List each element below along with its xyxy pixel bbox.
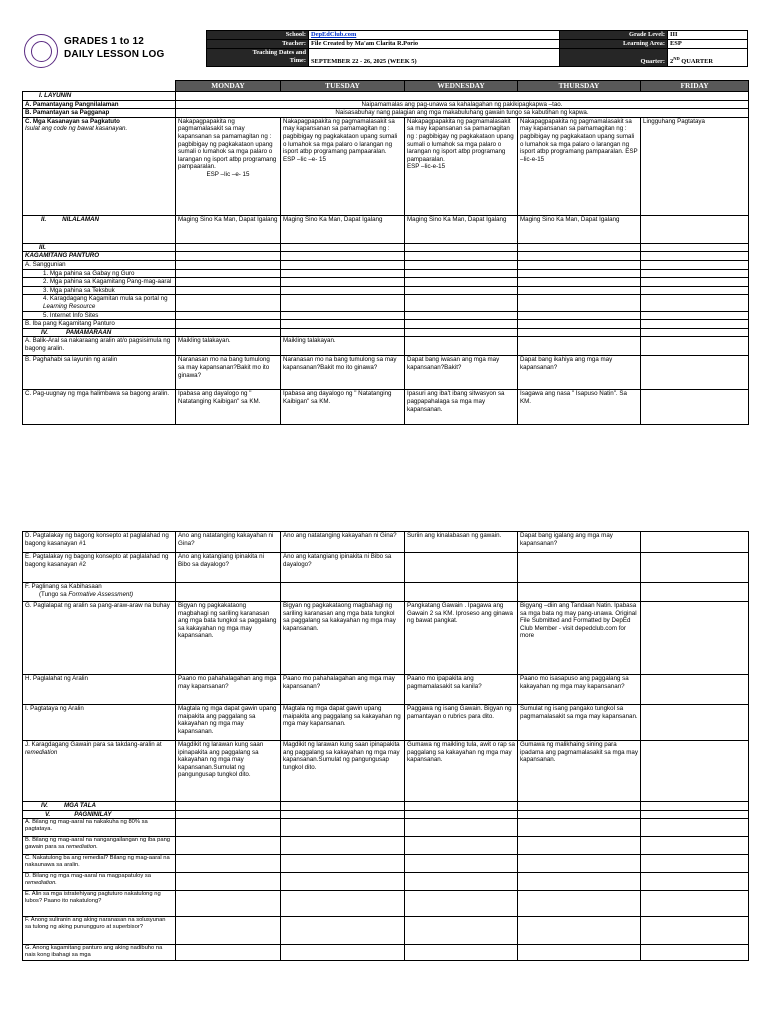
pamamaraan-title: PAMAMARAAN [66, 328, 112, 336]
kasanayan-tuesday [281, 117, 405, 215]
paglalahat-thursday: Paano mo isasapuso ang paggalang sa kakayahan ng mga may kapansanan? [518, 675, 641, 705]
teksbuk-label: 3. Mga pahina sa Teksbuk [23, 286, 176, 295]
paghahabi-thursday: Dapat bang ikahiya ang mga may kapansanan? [518, 356, 641, 390]
dates-label-line2: Time: [289, 57, 306, 64]
paglalapat-monday: Bigyan ng pagkakataong magbahagi ng sariling karanasan ang mga bata tungkol sa paggalang sa kakayahan ng mga may kapansanan. [176, 602, 281, 675]
nilalaman-monday: Maging Sino Ka Man, Dapat Igalang [176, 215, 281, 243]
pagninilay-b-text: B. Bilang ng mag-aaral na nangangailangan ng iba pang gawain para sa [25, 837, 171, 851]
paghahabi-wednesday: Dapat bang iwasan ang mga may kapansanan?Bakit? [405, 356, 518, 390]
pag-uugnay-thursday: Isagawa ang nasa " Isapuso Natin". Sa KM. [518, 390, 641, 425]
mga-tala-num: IV. [41, 802, 48, 809]
kagamitan-heading: KAGAMITANG PANTURO [23, 252, 176, 261]
nilalaman-wednesday: Maging Sino Ka Man, Dapat Igalang [405, 215, 518, 243]
kasanayan-monday-text: Nakapagpapakita ng pagmamalasakit sa may kapansanan sa pamamagitan ng : pagbibigay ng pagkakataon upang sumali o lumahok sa mga palaro o larangan ng isport atbp programang pampaaralan. [178, 117, 277, 171]
kasanayan-thursday: Nakapagpapakita ng pagmamalasakit sa may kapansanan sa pamamagitan ng : pagbibigay ng pagkakataon upang sumali o lumahok sa mga palaro o larangan ng isport atbp programang pampaaralan. ESP –Iic-e-15 [518, 117, 641, 215]
takdang-aralin-text: J. Karagdagang Gawain para sa takdang-aralin at [25, 741, 162, 748]
paglalahat-monday: Paano mo pahahalagahan ang mga may kapansanan? [176, 675, 281, 705]
teacher-label: Teacher: [207, 40, 309, 49]
pagtataya-monday: Magtala ng mga dapat gawin upang maipakita ang paggalang sa kakayahan ng mga may kapansanan. [176, 705, 281, 741]
takdang-aralin-monday: Magdikit ng larawan kung saan ipinapakita ang paggalang sa kakayahan ng mga may kapansanan.Sumulat ng pangungusap tungkol dito. [176, 741, 281, 802]
pagtataya-wednesday: Paggawa ng isang Gawain. Bigyan ng pamantayan o rubrics para dito. [405, 705, 518, 741]
grade-label: Grade Level: [560, 31, 668, 40]
paglalapat-tuesday: Bigyan ng pagkakataong magbahagi ng sariling karanasan ang mga bata tungkol sa paggalang sa kakayahan ng mga may kapansanan. [281, 602, 405, 675]
pagninilay-b-label [23, 837, 176, 855]
pagtataya-tuesday: Magtala ng mga dapat gawin upang maipakita ang paggalang sa kakayahan ng mga may kapansanan. [281, 705, 405, 741]
pag-uugnay-label: C. Pag-uugnay ng mga halimbawa sa bagong aralin. [23, 390, 176, 425]
nilalaman-friday [641, 215, 749, 243]
paglalahat-wednesday: Paano mo ipapakita ang pagmamalasakit sa kanila? [405, 675, 518, 705]
pagninilay-g-label: G. Anong kagamitang panturo ang aking nadibuho na nais kong ibahagi sa mga [23, 945, 176, 961]
takdang-aralin-label [23, 741, 176, 802]
kasanayan-wednesday [405, 117, 518, 215]
learning-resource-italic: Learning Resource [43, 302, 96, 310]
school-label: School: [207, 31, 309, 40]
pamantayang-pangnilalaman-label: A. Pamantayang Pangnilalaman [23, 100, 176, 109]
quarter-sup: ND [673, 55, 680, 61]
day-wednesday: WEDNESDAY [405, 81, 518, 92]
pagninilay-b-italic: remediation. [65, 844, 98, 851]
lesson-log-table-page1 [22, 80, 749, 425]
pagninilay-d-text: D. Bilang ng mga mag-aaral na magpapatuloy sa [25, 873, 151, 880]
pagtalakay-2-label: E. Pagtalakay ng bagong konsepto at paglalahad ng bagong kasanayan #2 [23, 553, 176, 583]
kasanayan-tuesday-text: Nakapagpapakita ng pagmamalasakit sa may kapansanan sa pamamagitan ng : pagbibigay ng pagkakataon upang sumali o lumahok sa mga palaro o larangan ng isport atbp programang pampaaralan. [283, 117, 398, 156]
pagtalakay-2-tuesday: Ano ang katangiang ipinakita ni Bibo sa dayalogo? [281, 553, 405, 583]
area-value: ESP [668, 40, 748, 49]
form-title [64, 35, 164, 61]
sanggunian-label: A. Sanggunian [23, 260, 176, 269]
pagtalakay-1-wednesday: Suriin ang kinalabasan ng gawain. [405, 532, 518, 553]
pamantayan-pagganap-value: Naisasabuhay nang palagian ang mga makabuluhang gawain tungo sa kabutihan ng kapwa. [176, 109, 749, 118]
kasanayan-friday: Lingguhang Pagtataya [641, 117, 749, 215]
pagninilay-num: V. [45, 810, 51, 818]
kasanayan-label [23, 117, 176, 215]
balik-aral-monday: Maikling talakayan. [176, 337, 281, 356]
pamamaraan-heading [23, 328, 176, 337]
pagtalakay-2-monday: Ano ang katangiang ipinakita ni Bibo sa dayalogo? [176, 553, 281, 583]
pagtalakay-1-thursday: Dapat bang igalang ang mga may kapansanan? [518, 532, 641, 553]
internet-sites-label: 5. Internet Info Sites [23, 311, 176, 320]
paglalapat-wednesday: Pangkatang Gawain . Ipagawa ang Gawain 2 sa KM. Iproseso ang ginawa ng bawat pangkat. [405, 602, 518, 675]
kasanayan-monday-code: ESP –Iic –e- 15 [206, 170, 250, 178]
dates-label-line1: Teaching Dates and [252, 49, 306, 56]
pagtataya-label: I. Pagtataya ng Aralin [23, 705, 176, 741]
header-info-table [206, 30, 748, 67]
kasanayan-wednesday-text: Nakapagpapakita ng pagmamalasakit sa may kapansanan sa pamamagitan ng : pagbibigay ng pagkakataon upang sumali o lumahok sa mga palaro o larangan ng isport atbp programang pampaaralan. [407, 117, 514, 163]
takdang-aralin-wednesday: Gumawa ng maikling tula, awit o rap sa paggalang sa kakayahan ng mga may kapansanan. [405, 741, 518, 802]
pamantayan-pagganap-label: B. Pamantayan sa Pagganap [23, 109, 176, 118]
pagninilay-a-label: A. Bilang ng mag-aaral na nakakuha ng 80% sa pagtataya. [23, 819, 176, 837]
pamamaraan-num: IV. [41, 328, 48, 336]
pamantayang-pangnilalaman-value: Naipamamalas ang pag-unawa sa kahalagahan ng pakikipagkapwa –tao. [176, 100, 749, 109]
nilalaman-thursday: Maging Sino Ka Man, Dapat Igalang [518, 215, 641, 243]
layunin-heading: I. LAYUNIN [23, 92, 176, 101]
pagtalakay-1-label: D. Pagtalakay ng bagong konsepto at paglalahad ng bagong kasanayan #1 [23, 532, 176, 553]
mga-tala-heading [23, 802, 176, 811]
kasanayan-sub: Isulat ang code ng bawat kasanayan. [25, 125, 128, 133]
kabihasaan-label [23, 583, 176, 602]
day-header-row [23, 81, 749, 92]
dates-value: SEPTEMBER 22 - 26, 2025 (WEEK 5) [309, 49, 560, 67]
dates-label [207, 49, 309, 67]
pagninilay-heading [23, 810, 176, 819]
deped-seal-logo [24, 34, 58, 68]
teacher-value: File Created by Ma'am Clarita R.Porio [309, 40, 560, 49]
paghahabi-monday: Naranasan mo na bang tumulong sa may kapansanan?Bakit mo ito ginawa? [176, 356, 281, 390]
balik-aral-tuesday: Maikling talakayan. [281, 337, 405, 356]
learning-resource-text: 4. Karagdagang Kagamitan mula sa portal ng [43, 295, 168, 303]
quarter-num: 2 [670, 58, 674, 65]
paglalapat-thursday: Bigyang –diin ang Tandaan Natin. Ipabasa sa mga bata ng may pang-unawa. Original File Submitted and Formatted by DepEd Club Member - visit depedclub.com for more [518, 602, 641, 675]
area-label: Learning Area: [560, 40, 668, 49]
pagninilay-d-italic: remediation. [25, 880, 57, 887]
title-line-1: GRADES 1 to 12 [64, 36, 145, 47]
paglalahat-tuesday: Paano mo pahahalagahan ang mga may kapansanan? [281, 675, 405, 705]
learning-resource-label [23, 295, 176, 311]
kabihasaan-title: F. Paglinang sa Kabihasaan [25, 583, 102, 590]
kabihasaan-sub-italic: Formative Assessment) [68, 590, 134, 598]
gabay-guro-label: 1. Mga pahina sa Gabay ng Guro [23, 269, 176, 278]
lesson-log-table-page2 [22, 531, 749, 961]
pag-uugnay-tuesday: Ipabasa ang dayalogo ng " Natatanging Kaibigan" sa KM. [281, 390, 405, 425]
quarter-label: Quarter: [560, 49, 668, 67]
pag-uugnay-monday: Ipabasa ang dayalogo ng " Natatanging Kaibigan" sa KM. [176, 390, 281, 425]
day-friday: FRIDAY [641, 81, 749, 92]
kasanayan-monday [176, 117, 281, 215]
paghahabi-label: B. Paghahabi sa layunin ng aralin [23, 356, 176, 390]
kabihasaan-sub-text: (Tungo sa [39, 590, 69, 598]
quarter-text: QUARTER [679, 58, 714, 65]
quarter-value [668, 49, 748, 67]
day-monday: MONDAY [176, 81, 281, 92]
pagninilay-f-label: F. Anong suliranin ang aking naranasan na solusyunan sa tulong ng aking punungguro at superbisor? [23, 917, 176, 945]
nilalaman-title: NILALAMAN [62, 215, 99, 223]
balik-aral-label: A. Balik-Aral sa nakaraang aralin at/o pagsisimula ng bagong aralin. [23, 337, 176, 356]
paghahabi-tuesday: Naranasan mo na bang tumulong sa may kapansanan?Bakit mo ito ginawa? [281, 356, 405, 390]
pagninilay-d-label [23, 873, 176, 891]
paglalahat-label: H. Paglalahat ng Aralin [23, 675, 176, 705]
pagninilay-c-label: C. Nakatulong ba ang remedial? Bilang ng mag-aaral na nakaunawa sa aralin. [23, 855, 176, 873]
nilalaman-num: II. [41, 215, 47, 223]
takdang-aralin-italic: remediation [25, 748, 58, 756]
day-tuesday: TUESDAY [281, 81, 405, 92]
kasanayan-tuesday-code: ESP –Iic –e- 15 [283, 155, 326, 163]
pag-uugnay-wednesday: Ipasuri ang iba't ibang sitwasyon sa pagpapahalaga sa mga may kapansanan. [405, 390, 518, 425]
takdang-aralin-thursday: Gumawa ng malikhaing sining para ipadama ang pagmamalasakit sa mga may kapansanan. [518, 741, 641, 802]
kabihasaan-sub [25, 591, 173, 599]
pagtalakay-1-tuesday: Ano ang natatanging kakayahan ni Gina? [281, 532, 405, 553]
pagninilay-e-label: E. Alin sa mga istratehiyang pagtuturo nakatulong ng lubos? Paano ito nakatulong? [23, 891, 176, 917]
day-header-blank [23, 81, 176, 92]
school-link[interactable]: DepEdClub.com [309, 31, 560, 40]
layunin-blank [176, 92, 749, 101]
nilalaman-label [23, 215, 176, 243]
day-thursday: THURSDAY [518, 81, 641, 92]
kagamitang-pang-mag-aaral-label: 2. Mga pahina sa Kagamitang Pang-mag-aaral [23, 278, 176, 287]
iba-pang-kagamitan-label: B. Iba pang Kagamitang Panturo [23, 320, 176, 329]
iii-heading: III. [23, 243, 176, 252]
title-line-2: DAILY LESSON LOG [64, 49, 165, 60]
nilalaman-tuesday: Maging Sino Ka Man, Dapat Igalang [281, 215, 405, 243]
kasanayan-wednesday-code: ESP –Iic-e-15 [407, 163, 446, 171]
pagtalakay-1-monday: Ano ang natatanging kakayahan ni Gina? [176, 532, 281, 553]
pagtataya-thursday: Sumulat ng isang pangako tungkol sa pagmamalasakit sa mga may kapansanan. [518, 705, 641, 741]
paglalapat-label: G. Paglalapat ng aralin sa pang-araw-araw na buhay [23, 602, 176, 675]
pagninilay-title: PAGNINILAY [74, 810, 112, 818]
mga-tala-title: MGA TALA [64, 802, 96, 809]
takdang-aralin-tuesday: Magdikit ng larawan kung saan ipinapakita ang paggalang sa kakayahan ng mga may kapansanan.Sumulat ng pangungusap tungkol dito. [281, 741, 405, 802]
kasanayan-title: C. Mga Kasanayan sa Pagkatuto [25, 117, 120, 125]
grade-value: III [668, 31, 748, 40]
